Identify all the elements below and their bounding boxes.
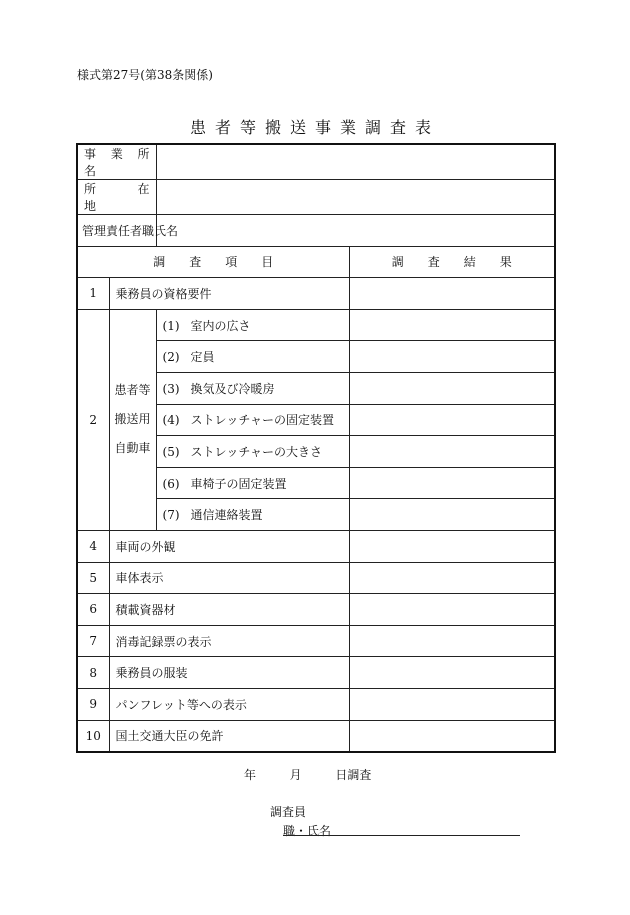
table-row [77,688,555,720]
office-name-field[interactable] [156,144,555,180]
subitem-number: (6) [162,476,180,491]
table-row [77,720,555,752]
item-number: 9 [77,688,109,720]
item-number: 5 [77,562,109,594]
item-label: 車両の外観 [109,530,349,562]
subitem-label [156,436,349,468]
item-number: 8 [77,657,109,689]
survey-table [76,143,556,753]
subitem-number: (4) [162,413,180,428]
group-label-vehicle [109,309,156,530]
signature-label: 職・氏名 [283,824,332,838]
header-row-office [77,144,555,180]
address-label: 所 在 地 [77,180,156,215]
subitem-text: 換気及び冷暖房 [190,381,275,396]
result-cell[interactable] [349,278,555,310]
subitem-text: 室内の広さ [190,318,251,333]
subitem-label [156,341,349,373]
header-row-address [77,180,555,215]
page-title: 患者等搬送事業調査表 [189,118,440,137]
item-label: 乗務員の服装 [109,657,349,689]
subitem-text: ストレッチャーの大きさ [190,444,323,459]
subitem-text: 通信連絡装置 [190,508,263,523]
column-header-row [77,246,555,278]
date-year: 年 [244,768,257,782]
result-cell[interactable] [349,720,555,752]
item-number: 7 [77,625,109,657]
item-number: 6 [77,594,109,626]
table-row [77,594,555,626]
group-label-line: 搬送用 [114,412,151,427]
header-row-manager [77,215,555,247]
result-cell[interactable] [349,657,555,689]
item-number: 1 [77,278,109,310]
table-row [77,657,555,689]
manager-label: 管理責任者職氏名 [77,215,156,247]
result-cell[interactable] [349,688,555,720]
item-label: 乗務員の資格要件 [109,278,349,310]
subitem-label [156,309,349,341]
item-label: パンフレット等への表示 [109,688,349,720]
form-number: 様式第27号(第38条関係) [77,68,213,82]
date-month: 月 [289,768,302,782]
surveyor-label: 調査員 [270,805,307,819]
subitem-number: (5) [162,444,180,459]
result-cell[interactable] [349,499,555,531]
item-label: 消毒記録票の表示 [109,625,349,657]
result-cell[interactable] [349,625,555,657]
table-row [77,309,555,341]
group-label-line: 自動車 [114,441,151,456]
result-cell[interactable] [349,594,555,626]
subitem-label [156,467,349,499]
result-cell[interactable] [349,404,555,436]
subitem-label [156,372,349,404]
result-cell[interactable] [349,562,555,594]
result-cell[interactable] [349,530,555,562]
item-label: 国土交通大臣の免許 [109,720,349,752]
table-row [77,530,555,562]
subitem-number: (7) [162,508,180,523]
office-name-label: 事 業 所 名 [77,144,156,180]
subitem-number: (2) [162,350,180,365]
table-row [77,278,555,310]
manager-field[interactable] [156,215,555,247]
item-label: 積載資器材 [109,594,349,626]
subitem-number: (1) [162,318,180,333]
date-day: 日調査 [335,768,372,782]
column-header-result: 調 査 結 果 [349,246,555,278]
result-cell[interactable] [349,436,555,468]
table-row [77,562,555,594]
item-number: 4 [77,530,109,562]
result-cell[interactable] [349,309,555,341]
item-number: 10 [77,720,109,752]
group-label-line: 患者等 [114,383,151,398]
subitem-label [156,404,349,436]
subitem-number: (3) [162,381,180,396]
result-cell[interactable] [349,341,555,373]
subitem-label [156,499,349,531]
item-label: 車体表示 [109,562,349,594]
result-cell[interactable] [349,372,555,404]
subitem-text: 車椅子の固定装置 [190,476,287,491]
address-field[interactable] [156,180,555,215]
result-cell[interactable] [349,467,555,499]
survey-date [244,766,371,783]
column-header-item: 調 査 項 目 [77,246,349,278]
subitem-text: 定員 [190,350,215,365]
item-number: 2 [77,309,109,530]
signature-line[interactable] [283,835,520,836]
subitem-text: ストレッチャーの固定装置 [190,413,335,428]
table-row [77,625,555,657]
